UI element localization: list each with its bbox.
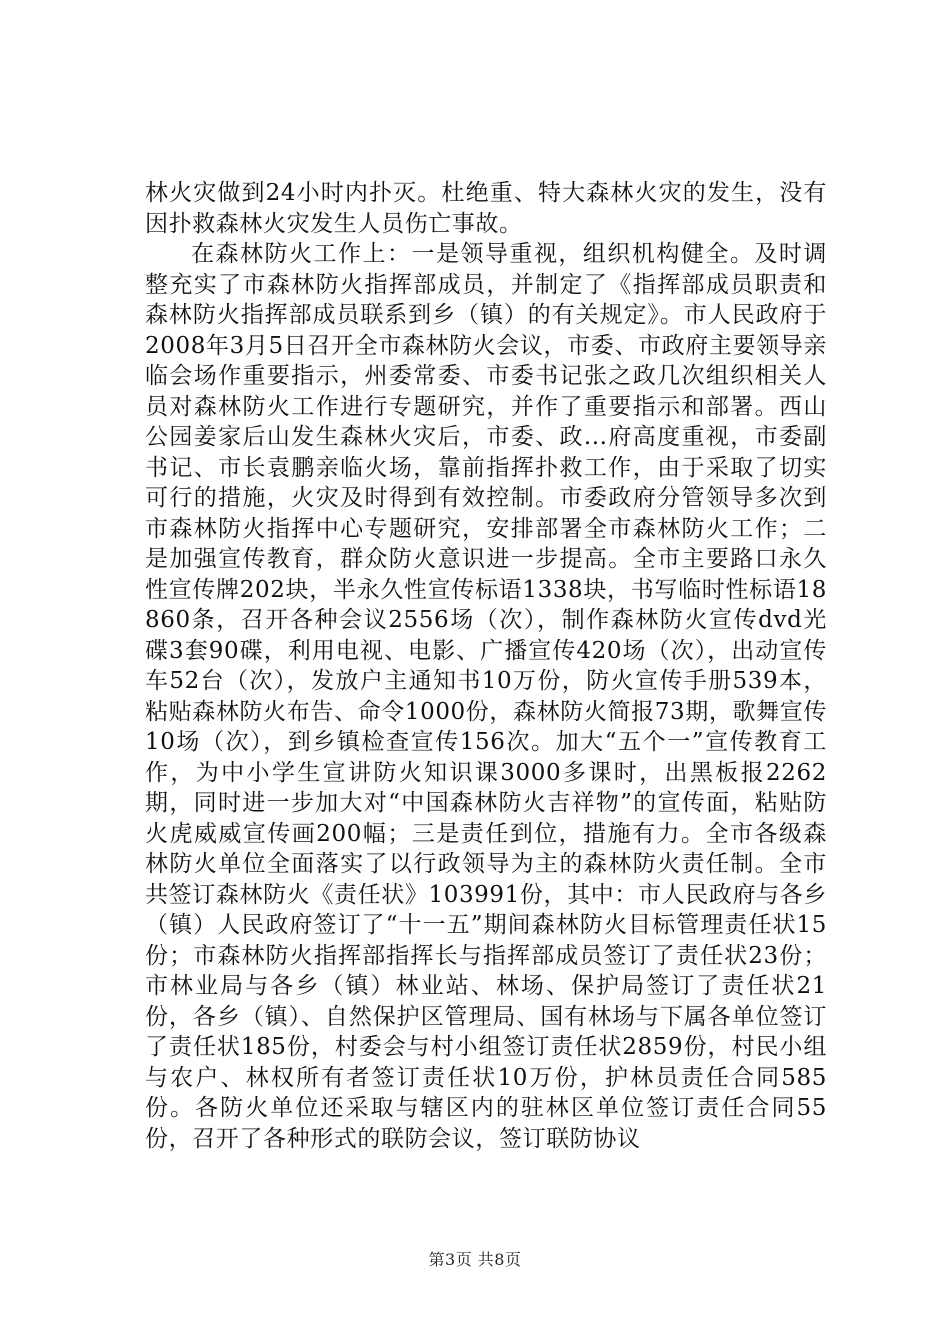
- paragraph-2: 在森林防火工作上：一是领导重视，组织机构健全。及时调整充实了市森林防火指挥部成员，并制定了《指挥部成员职责和森林防火指挥部成员联系到乡（镇）的有关规定》。市人民政府于2008年3月5日召开全市森林防火会议，市委、市政府主要领导亲临会场作重要指示，州委常委、市委书记张之政几次组织相关人员对森林防火工作进行专题研究，并作了重要指示和部署。西山公园姜家后山发生森林火灾后，市委、政...府高度重视，市委副书记、市长袁鹏亲临火场，靠前指挥扑救工作，由于采取了切实可行的措施，火灾及时得到有效控制。市委政府分管领导多次到市森林防火指挥中心专题研究，安排部署全市森林防火工作；二是加强宣传教育，群众防火意识进一步提高。全市主要路口永久性宣传牌202块，半永久性宣传标语1338块，书写临时性标语18860条，召开各种会议2556场（次），制作森林防火宣传dvd光碟3套90碟，利用电视、电影、广播宣传420场（次），出动宣传车52台（次），发放户主通知书10万份，防火宣传手册539本，粘贴森林防火布告、命令1000份，森林防火简报73期，歌舞宣传10场（次），到乡镇检查宣传156次。加大“五个一”宣传教育工作，为中小学生宣讲防火知识课3000多课时，出黑板报2262期，同时进一步加大对“中国森林防火吉祥物”的宣传面，粘贴防火虎威威宣传画200幅；三是责任到位，措施有力。全市各级森林防火单位全面落实了以行政领导为主的森林防火责任制。全市共签订森林防火《责任状》103991份，其中：市人民政府与各乡（镇）人民政府签订了“十一五”期间森林防火目标管理责任状15份；市森林防火指挥部指挥长与指挥部成员签订了责任状23份；市林业局与各乡（镇）林业站、林场、保护局签订了责任状21份，各乡（镇）、自然保护区管理局、国有林场与下属各单位签订了责任状185份，村委会与村小组签订责任状2859份，村民小组与农户、林权所有者签订责任状10万份，护林员责任合同585份。各防火单位还采取与辖区内的驻林区单位签订责任合同55份，召开了各种形式的联防会议，签订联防协议: [145, 241, 827, 1152]
- document-body: [145, 178, 827, 1154]
- paragraph-1: 林火灾做到24小时内扑灭。杜绝重、特大森林火灾的发生，没有因扑救森林火灾发生人员伤亡事故。: [145, 180, 827, 237]
- page-footer: 第3页 共8页: [428, 1250, 522, 1269]
